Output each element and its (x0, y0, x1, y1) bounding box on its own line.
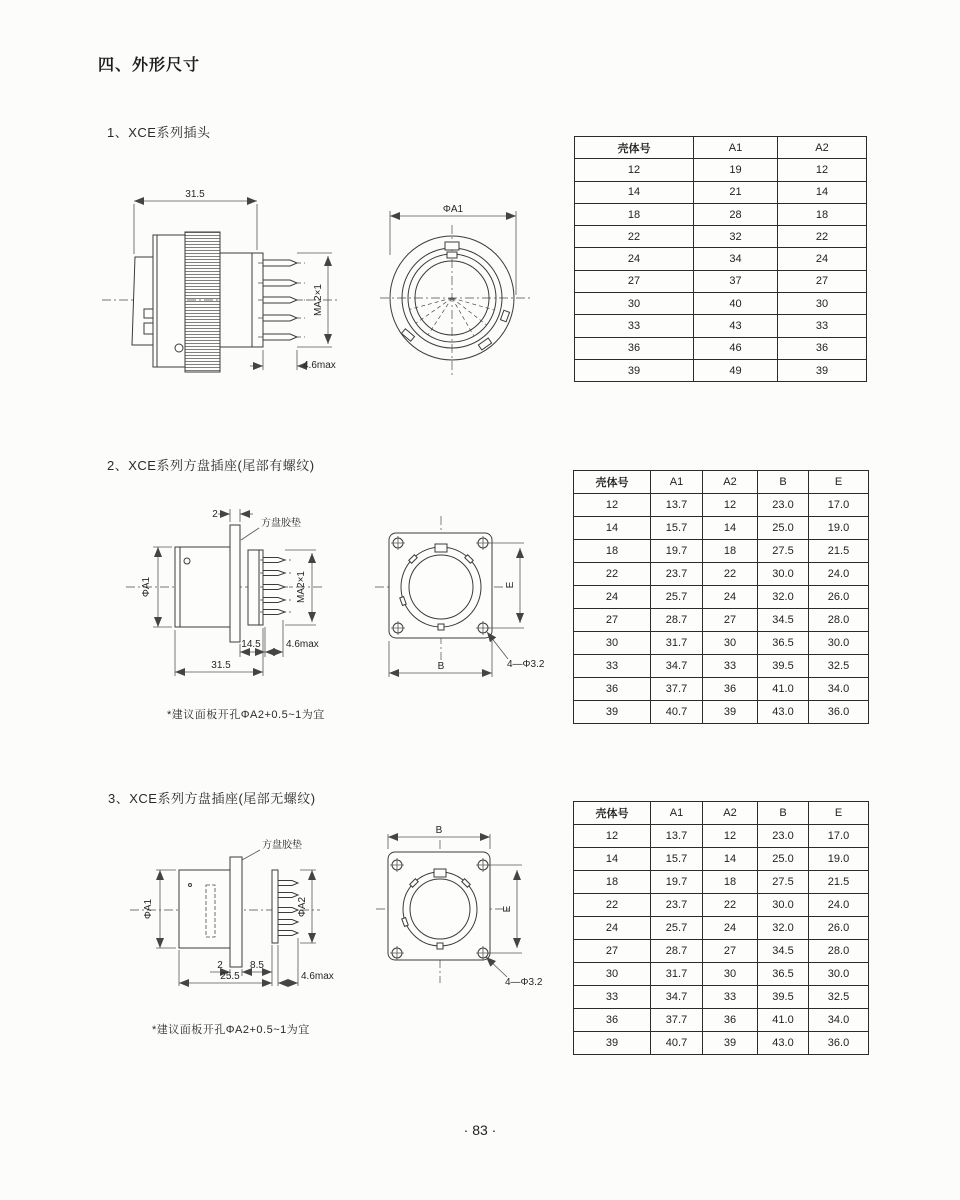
table-row (574, 917, 869, 940)
table-cell: 19.7 (651, 871, 703, 894)
holes-callout (487, 632, 545, 670)
table-cell: 30 (574, 963, 651, 986)
table-cell: 32.0 (758, 917, 809, 940)
table-cell: 36 (778, 337, 867, 359)
dim-flange-e-label: E (502, 905, 513, 913)
table-cell: 32.5 (809, 986, 869, 1009)
table-header-row (575, 137, 867, 159)
table-row (574, 940, 869, 963)
table-cell: 27 (703, 940, 758, 963)
table-cell: 27 (574, 609, 651, 632)
table-cell: 36 (574, 1009, 651, 1032)
table-cell: 33 (574, 655, 651, 678)
table-cell: 27 (575, 270, 694, 292)
table-cell: 19 (694, 159, 778, 181)
dim-85-label: 8.5 (250, 960, 264, 971)
table-cell: 18 (575, 203, 694, 225)
table-cell: 25.0 (758, 848, 809, 871)
table-cell: 30.0 (809, 632, 869, 655)
table-cell: 22 (778, 226, 867, 248)
table-row (575, 337, 867, 359)
dim-flange-b (388, 825, 490, 849)
holes-callout (486, 957, 543, 988)
table-cell: 12 (703, 825, 758, 848)
col-header-e: E (809, 471, 869, 494)
table-row (574, 678, 869, 701)
col-header-a1: A1 (694, 137, 778, 159)
table-cell: 15.7 (651, 848, 703, 871)
table-cell: 14 (575, 181, 694, 203)
section-3-heading: 3、XCE系列方盘插座(尾部无螺纹) (108, 791, 316, 806)
table-cell: 40.7 (651, 1032, 703, 1055)
page-title: 四、外形尺寸 (98, 57, 201, 74)
dim-flange-b-label: B (435, 825, 443, 836)
table-cell: 24 (703, 917, 758, 940)
table-cell: 30.0 (758, 894, 809, 917)
dim-gasket-thickness-label: 2 (212, 509, 218, 520)
table-cell: 24.0 (809, 563, 869, 586)
table-cell: 12 (703, 494, 758, 517)
dim-flange-b (389, 641, 492, 677)
table-cell: 46 (694, 337, 778, 359)
table-row (574, 1009, 869, 1032)
dim-dia-a1 (143, 870, 176, 948)
table-cell: 39 (778, 359, 867, 381)
table-cell: 24.0 (809, 894, 869, 917)
table-cell: 15.7 (651, 517, 703, 540)
table-cell: 30.0 (809, 963, 869, 986)
table-cell: 26.0 (809, 917, 869, 940)
table-cell: 36 (703, 678, 758, 701)
section-1-heading: 1、XCE系列插头 (107, 125, 211, 140)
table-cell: 34.0 (809, 1009, 869, 1032)
table-cell: 34.7 (651, 655, 703, 678)
dim-pin-length (265, 639, 319, 652)
table-cell: 22 (574, 563, 651, 586)
table-cell: 34.7 (651, 986, 703, 1009)
section-3-note: *建议面板开孔ΦA2+0.5~1为宜 (152, 1024, 310, 1036)
table-cell: 41.0 (758, 1009, 809, 1032)
dim-145-label: 14.5 (241, 639, 261, 650)
holes-label: 4—Φ3.2 (507, 659, 545, 670)
table-row (574, 609, 869, 632)
receptacle-threaded-dimension-table (573, 470, 869, 724)
table-cell: 27 (778, 270, 867, 292)
table-row (574, 848, 869, 871)
table-cell: 21 (694, 181, 778, 203)
table-cell: 22 (703, 563, 758, 586)
table-cell: 43 (694, 315, 778, 337)
table-row (574, 655, 869, 678)
receptacle-pins (278, 881, 298, 936)
dim-thread (285, 550, 316, 625)
table-cell: 27 (703, 609, 758, 632)
table-cell: 24 (703, 586, 758, 609)
table-cell: 32.0 (758, 586, 809, 609)
table-cell: 25.7 (651, 917, 703, 940)
col-header-shell: 壳体号 (575, 137, 694, 159)
col-header-a1: A1 (651, 802, 703, 825)
dim-pin-length (250, 350, 336, 371)
table-cell: 30 (574, 632, 651, 655)
table-cell: 33 (703, 986, 758, 1009)
table-cell: 33 (574, 986, 651, 1009)
gasket-label: 方盘胶垫 (262, 840, 302, 851)
dim-dia-a1-label: ΦA1 (442, 204, 464, 215)
table-cell: 32.5 (809, 655, 869, 678)
section-2-heading: 2、XCE系列方盘插座(尾部有螺纹) (107, 458, 315, 473)
table-cell: 34.5 (758, 940, 809, 963)
table-cell: 18 (703, 871, 758, 894)
plug-pins (258, 260, 305, 340)
table-cell: 14 (703, 848, 758, 871)
table-cell: 43.0 (758, 701, 809, 724)
dim-85 (242, 945, 272, 986)
table-row (574, 494, 869, 517)
table-cell: 14 (703, 517, 758, 540)
receptacle-plain-flange-view-drawing (360, 820, 555, 1015)
table-cell: 31.7 (651, 963, 703, 986)
table-row (575, 359, 867, 381)
table-cell: 37.7 (651, 678, 703, 701)
table-row (574, 563, 869, 586)
table-cell: 27.5 (758, 871, 809, 894)
table-row (574, 540, 869, 563)
table-cell: 49 (694, 359, 778, 381)
table-cell: 34.5 (758, 609, 809, 632)
plug-front-view-drawing (370, 185, 570, 390)
gasket-callout (241, 516, 301, 540)
dim-pin-length-label: 4.6max (286, 639, 319, 650)
table-cell: 25.0 (758, 517, 809, 540)
table-cell: 24 (575, 248, 694, 270)
dim-length-label: 31.5 (211, 660, 231, 671)
table-row (574, 963, 869, 986)
dim-length-label: 31.5 (185, 189, 205, 200)
table-row (574, 894, 869, 917)
table-cell: 17.0 (809, 494, 869, 517)
table-cell: 39.5 (758, 655, 809, 678)
table-cell: 39 (703, 701, 758, 724)
holes-label: 4—Φ3.2 (505, 977, 543, 988)
col-header-e: E (809, 802, 869, 825)
table-cell: 22 (703, 894, 758, 917)
table-cell: 25.7 (651, 586, 703, 609)
table-cell: 12 (574, 494, 651, 517)
table-cell: 14 (574, 517, 651, 540)
dim-flange-e-label: E (505, 581, 516, 589)
col-header-a2: A2 (778, 137, 867, 159)
table-cell: 26.0 (809, 586, 869, 609)
table-cell: 39 (703, 1032, 758, 1055)
table-cell: 27.5 (758, 540, 809, 563)
table-cell: 18 (574, 540, 651, 563)
table-cell: 18 (574, 871, 651, 894)
table-cell: 13.7 (651, 494, 703, 517)
table-row (574, 871, 869, 894)
table-cell: 36 (703, 1009, 758, 1032)
dim-255-label: 25.5 (220, 971, 240, 982)
receptacle-body (179, 857, 278, 967)
table-cell: 36 (574, 678, 651, 701)
table-cell: 40 (694, 293, 778, 315)
table-cell: 12 (778, 159, 867, 181)
table-cell: 18 (703, 540, 758, 563)
table-cell: 34.0 (809, 678, 869, 701)
plug-side-view-drawing (100, 180, 365, 395)
table-cell: 27 (574, 940, 651, 963)
table-cell: 39 (574, 701, 651, 724)
dim-dia-a1-label: ΦA1 (141, 576, 152, 598)
table-cell: 28.0 (809, 609, 869, 632)
table-cell: 36.5 (758, 632, 809, 655)
table-row (575, 181, 867, 203)
plug-body (132, 232, 263, 372)
table-row (575, 159, 867, 181)
table-cell: 14 (778, 181, 867, 203)
table-row (574, 632, 869, 655)
table-row (575, 203, 867, 225)
table-cell: 40.7 (651, 701, 703, 724)
col-header-a2: A2 (703, 802, 758, 825)
table-row (574, 517, 869, 540)
table-cell: 30 (703, 963, 758, 986)
table-cell: 24 (574, 917, 651, 940)
table-cell: 22 (575, 226, 694, 248)
table-cell: 19.0 (809, 848, 869, 871)
plug-dimension-table (574, 136, 867, 382)
table-cell: 33 (778, 315, 867, 337)
table-cell: 24 (778, 248, 867, 270)
table-row (575, 315, 867, 337)
col-header-b: B (758, 471, 809, 494)
table-cell: 39.5 (758, 986, 809, 1009)
dim-dia-a1-label: ΦA1 (143, 898, 154, 920)
table-cell: 28 (694, 203, 778, 225)
gasket-callout (242, 838, 302, 860)
table-cell: 19.0 (809, 517, 869, 540)
table-cell: 41.0 (758, 678, 809, 701)
dim-flange-e (488, 865, 522, 953)
table-row (575, 226, 867, 248)
dim-gasket-thickness-label: 2 (217, 960, 223, 971)
receptacle-pins (260, 558, 292, 615)
page-number: · 83 · (463, 1122, 497, 1138)
table-row (574, 701, 869, 724)
dim-thread-label: MA2×1 (296, 571, 307, 603)
table-cell: 19.7 (651, 540, 703, 563)
dim-pin-length-label: 4.6max (303, 360, 336, 371)
receptacle-plain-side-view-drawing (120, 828, 365, 1013)
table-row (574, 825, 869, 848)
table-cell: 30 (778, 293, 867, 315)
table-row (575, 293, 867, 315)
table-cell: 13.7 (651, 825, 703, 848)
table-row (575, 248, 867, 270)
col-header-shell: 壳体号 (574, 471, 651, 494)
col-header-a2: A2 (703, 471, 758, 494)
table-cell: 39 (575, 359, 694, 381)
dim-flange-e (488, 543, 524, 628)
table-cell: 30 (575, 293, 694, 315)
table-cell: 36.0 (809, 701, 869, 724)
table-cell: 17.0 (809, 825, 869, 848)
table-cell: 33 (703, 655, 758, 678)
table-cell: 21.5 (809, 540, 869, 563)
dim-dia-a2-label: ΦA2 (297, 896, 308, 918)
table-cell: 23.7 (651, 894, 703, 917)
table-row (574, 586, 869, 609)
table-cell: 30.0 (758, 563, 809, 586)
col-header-b: B (758, 802, 809, 825)
table-row (574, 986, 869, 1009)
dim-gasket-thickness (212, 509, 253, 522)
receptacle-body (175, 525, 263, 642)
table-cell: 30 (703, 632, 758, 655)
receptacle-threaded-side-view-drawing (120, 495, 365, 705)
table-cell: 28.7 (651, 940, 703, 963)
table-cell: 12 (575, 159, 694, 181)
dim-pin-length-label: 4.6max (301, 971, 334, 982)
table-cell: 24 (574, 586, 651, 609)
section-2-note: *建议面板开孔ΦA2+0.5~1为宜 (167, 709, 325, 721)
table-cell: 23.7 (651, 563, 703, 586)
table-header-row (574, 802, 869, 825)
dim-thread-label: MA2×1 (313, 284, 324, 316)
table-row (574, 1032, 869, 1055)
table-cell: 39 (574, 1032, 651, 1055)
gasket-label: 方盘胶垫 (261, 518, 301, 529)
table-cell: 28.7 (651, 609, 703, 632)
dim-flange-b-label: B (437, 661, 445, 672)
table-cell: 33 (575, 315, 694, 337)
receptacle-threaded-flange-view-drawing (360, 510, 560, 705)
table-cell: 23.0 (758, 494, 809, 517)
receptacle-plain-dimension-table (573, 801, 869, 1055)
table-cell: 22 (574, 894, 651, 917)
col-header-a1: A1 (651, 471, 703, 494)
table-cell: 21.5 (809, 871, 869, 894)
table-cell: 23.0 (758, 825, 809, 848)
table-cell: 36.5 (758, 963, 809, 986)
table-cell: 14 (574, 848, 651, 871)
table-cell: 12 (574, 825, 651, 848)
table-cell: 36.0 (809, 1032, 869, 1055)
table-cell: 36 (575, 337, 694, 359)
table-row (575, 270, 867, 292)
col-header-shell: 壳体号 (574, 802, 651, 825)
table-cell: 18 (778, 203, 867, 225)
table-cell: 37.7 (651, 1009, 703, 1032)
table-cell: 43.0 (758, 1032, 809, 1055)
dim-dia-a2 (297, 870, 316, 943)
table-header-row (574, 471, 869, 494)
dim-pin-length (278, 938, 334, 986)
dim-145 (240, 620, 283, 657)
table-cell: 34 (694, 248, 778, 270)
table-cell: 28.0 (809, 940, 869, 963)
table-cell: 31.7 (651, 632, 703, 655)
table-cell: 37 (694, 270, 778, 292)
table-cell: 32 (694, 226, 778, 248)
